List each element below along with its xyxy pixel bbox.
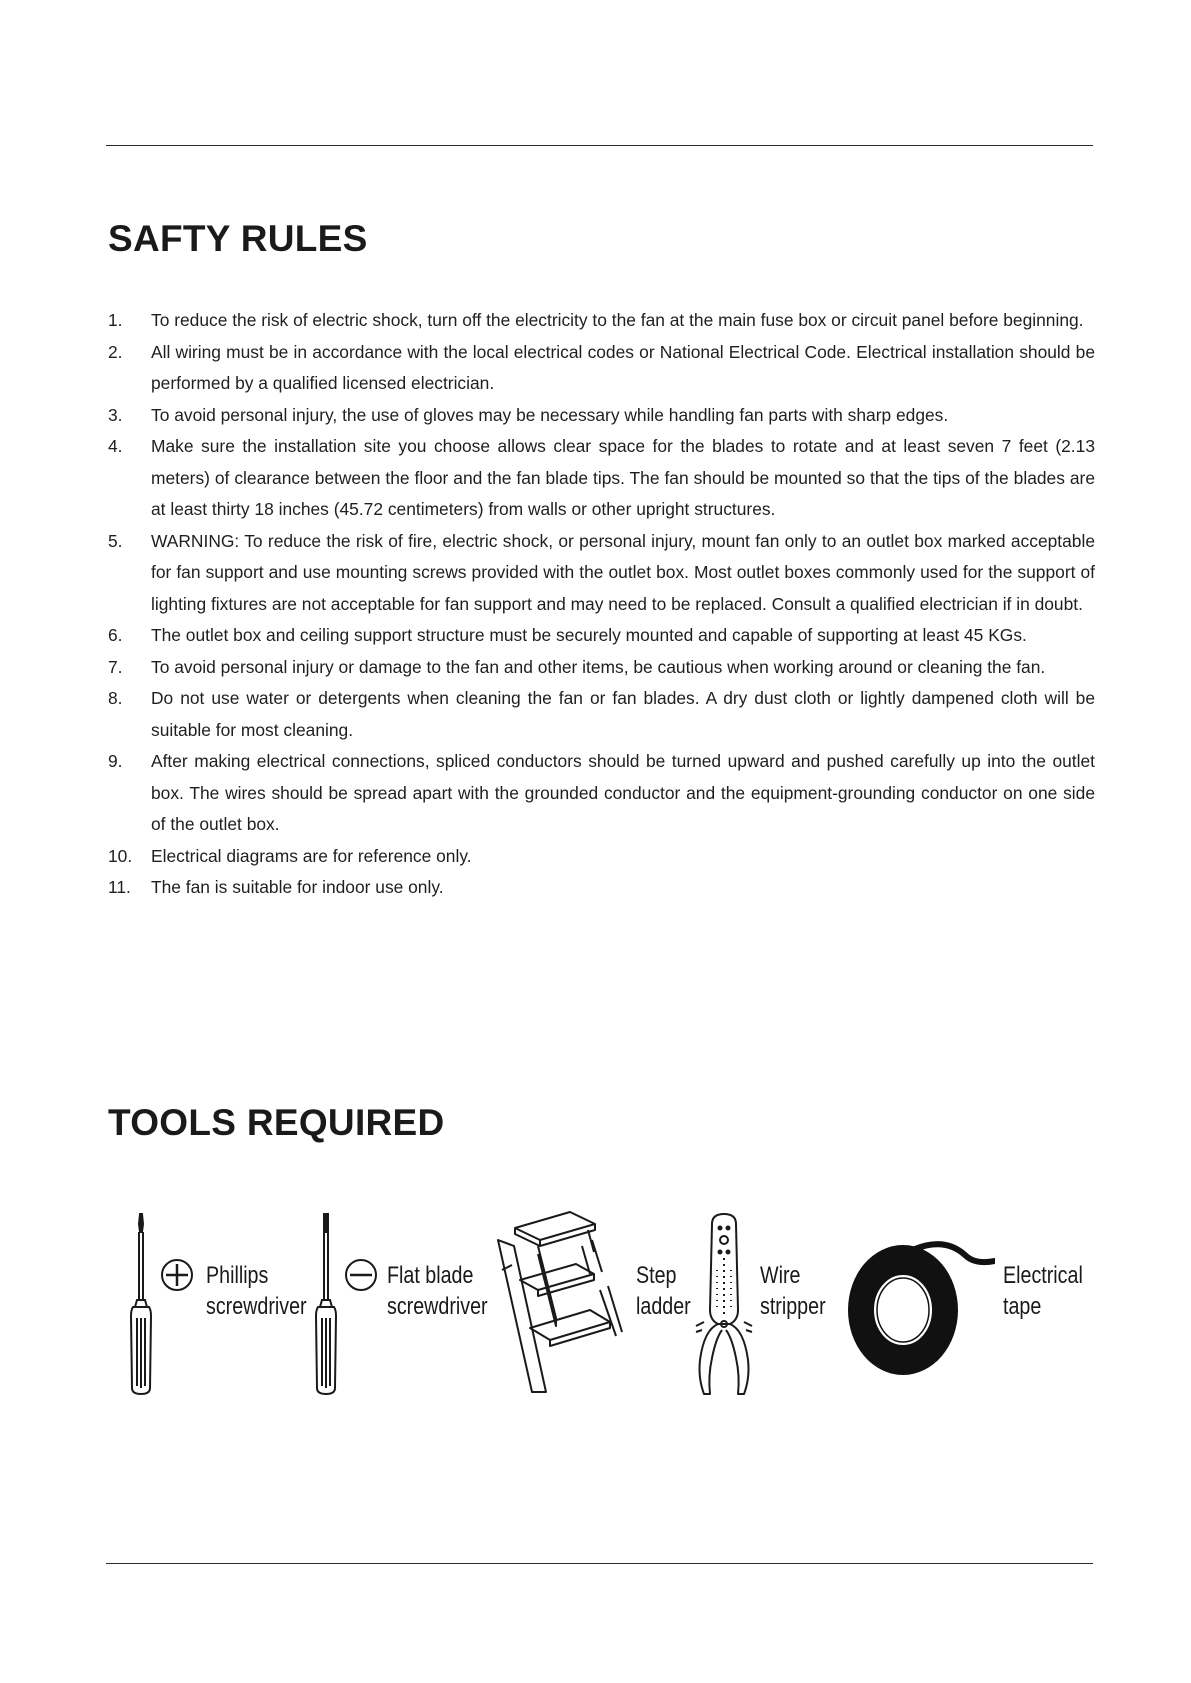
rule-number: 1. xyxy=(108,310,123,330)
tool-label-step-ladder xyxy=(636,1260,691,1322)
safety-rule-item xyxy=(108,872,1095,904)
tool-label-line: Electrical xyxy=(1003,1262,1083,1289)
safety-rule-item xyxy=(108,841,1095,873)
tool-label-line: Phillips xyxy=(206,1262,269,1289)
rule-text: Electrical diagrams are for reference only. xyxy=(151,845,472,866)
rule-text: After making electrical connections, spliced conductors should be turned upward and pushed carefully up into the outlet box. The wires should be spread apart with the grounded conductor and the equipment-grounding conductor on one side of the outlet box. xyxy=(151,751,1095,834)
phillips-screwdriver-icon xyxy=(120,1210,200,1400)
rule-number: 2. xyxy=(108,341,123,362)
tools-required-heading: TOOLS REQUIRED xyxy=(108,1102,445,1143)
rule-text: WARNING: To reduce the risk of fire, electric shock, or personal injury, mount fan only to an outlet box marked acceptable for fan support and use mounting screws provided with the outlet box. Most outlet boxes commonly used for the support of lighting fixtures are not acceptable for fan support and may need to be replaced. Consult a qualified electrician if in doubt. xyxy=(151,530,1095,614)
rule-text: Make sure the installation site you choose allows clear space for the blades to rotate and at least seven 7 feet (2.13 meters) of clearance between the floor and the fan blade tips. The fan should be mounted so that the tips of the blades are at least thirty 18 inches (45.72 centimeters) from walls or other upright structures. xyxy=(151,436,1095,519)
electrical-tape-icon xyxy=(845,1235,995,1385)
safety-rule-item xyxy=(108,620,1095,652)
tool-label-flat-blade-screwdriver xyxy=(387,1260,488,1322)
rule-text: The fan is suitable for indoor use only. xyxy=(151,877,444,897)
rule-number: 9. xyxy=(108,751,123,771)
tool-label-line: Flat blade xyxy=(387,1262,474,1289)
safety-rules-list xyxy=(108,305,1095,904)
rule-number: 11. xyxy=(108,877,131,897)
tool-label-line: Wire xyxy=(760,1262,801,1289)
tool-label-wire-stripper xyxy=(760,1260,826,1322)
rule-number: 4. xyxy=(108,436,123,456)
safety-rule-item xyxy=(108,305,1095,337)
top-divider xyxy=(106,145,1093,146)
safety-rule-item xyxy=(108,337,1095,400)
rule-text: To reduce the risk of electric shock, turn off the electricity to the fan at the main fuse box or circuit panel before beginning. xyxy=(151,310,1084,330)
bottom-divider xyxy=(106,1563,1093,1564)
tool-label-line: Step xyxy=(636,1262,677,1289)
safety-rule-item xyxy=(108,400,1095,432)
rule-text: All wiring must be in accordance with the local electrical codes or National Electrical Code. Electrical installation should be performed by a qualified licensed electrician. xyxy=(151,341,1095,393)
tool-label-line: screwdriver xyxy=(206,1293,307,1320)
rule-number: 3. xyxy=(108,404,123,425)
rule-text: To avoid personal injury or damage to the fan and other items, be cautious when working around or cleaning the fan. xyxy=(151,656,1046,677)
safety-rules-heading: SAFTY RULES xyxy=(108,218,368,259)
rule-text: To avoid personal injury, the use of gloves may be necessary while handling fan parts with sharp edges. xyxy=(151,404,949,425)
wire-stripper-icon xyxy=(690,1210,760,1400)
safety-rule-item xyxy=(108,683,1095,746)
tool-label-phillips-screwdriver xyxy=(206,1260,307,1322)
rule-text: Do not use water or detergents when cleaning the fan or fan blades. A dry dust cloth or lightly dampened cloth will be suitable for most cleaning. xyxy=(151,688,1095,740)
tool-label-line: screwdriver xyxy=(387,1293,488,1320)
tool-label-line: stripper xyxy=(760,1293,826,1320)
rule-number: 8. xyxy=(108,688,123,708)
step-ladder-icon xyxy=(490,1210,630,1400)
safety-rule-item xyxy=(108,431,1095,526)
safety-rule-item xyxy=(108,526,1095,621)
tool-label-electrical-tape xyxy=(1003,1260,1083,1322)
rule-number: 6. xyxy=(108,625,123,645)
rule-number: 7. xyxy=(108,656,123,677)
safety-rule-item xyxy=(108,746,1095,841)
rule-text: The outlet box and ceiling support structure must be securely mounted and capable of supporting at least 45 KGs. xyxy=(151,625,1027,645)
rule-number: 5. xyxy=(108,530,123,551)
rule-number: 10. xyxy=(108,845,133,866)
tools-illustration-row xyxy=(0,1210,1191,1410)
flat-blade-screwdriver-icon xyxy=(305,1210,385,1400)
tool-label-line: ladder xyxy=(636,1293,691,1320)
safety-rule-item xyxy=(108,652,1095,684)
tool-label-line: tape xyxy=(1003,1293,1042,1320)
